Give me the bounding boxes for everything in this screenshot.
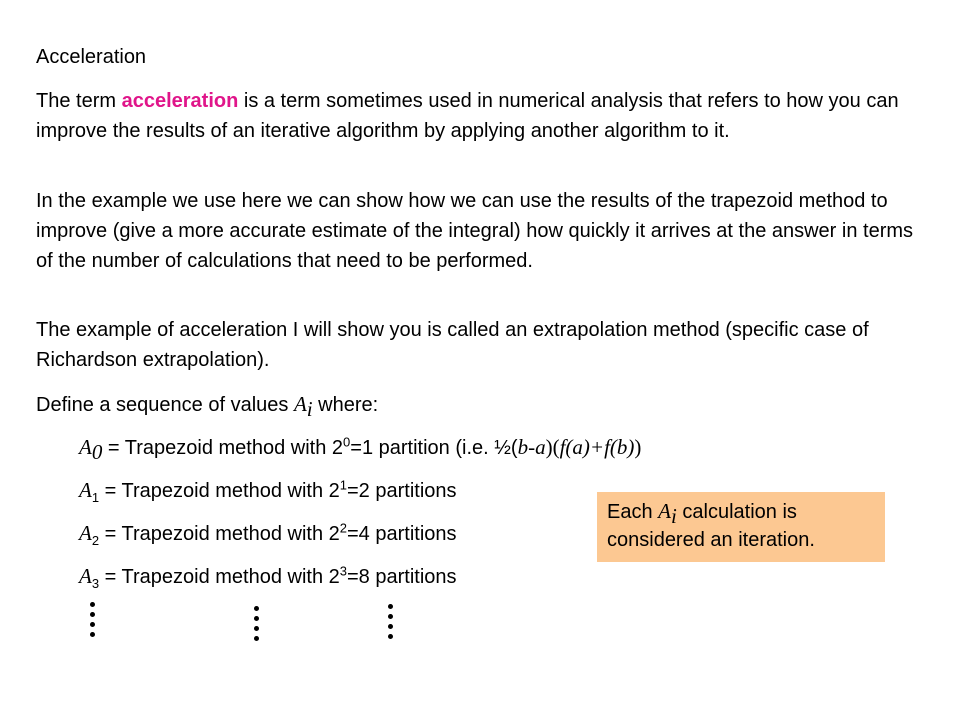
example-paragraph: In the example we use here we can show how we can use the results of the trapezoid method to improve (give a more accurate estimate of the integral) how quickly it arrives at the answer in terms of the number of calculations that need to be performed. [36,190,914,272]
definition-a3 [79,561,457,592]
def-rest: =2 partitions [347,480,457,502]
def-text: = Trapezoid method with 2 [102,437,344,459]
intro-paragraph [36,86,916,146]
dot [90,602,95,607]
definition-a0 [79,432,641,463]
dot [254,606,259,611]
def-rest: =8 partitions [347,566,457,588]
definition-a1 [79,475,457,506]
dot [388,614,393,619]
def-text: = Trapezoid method with 2 [99,566,340,588]
acceleration-highlight: acceleration [121,90,239,112]
sequence-text-end: where: [312,394,379,416]
def-subscript: 3 [91,576,100,591]
dot [388,624,393,629]
definition-a2 [79,518,457,549]
callout-text-start: Each [607,501,659,523]
callout-var-subscript: i [670,504,677,528]
callout-var: A [658,499,671,523]
slide-title: Acceleration [36,46,147,68]
dot [388,634,393,639]
def-subscript: 2 [91,533,100,548]
dot [388,604,393,609]
def-paren-mid: )( [545,435,560,459]
dot [254,616,259,621]
dot [254,636,259,641]
def-subscript: 1 [91,490,100,505]
def-f-sum: f(a)+f(b) [559,435,635,459]
intro-text-start: The term [36,90,122,112]
def-var: A [79,564,92,588]
def-rest: =1 partition (i.e. ½( [350,437,518,459]
dot [90,632,95,637]
def-exponent: 0 [343,434,351,450]
ellipsis-dots-right [388,604,394,640]
dot [90,612,95,617]
def-exponent: 3 [339,563,347,579]
def-text: = Trapezoid method with 2 [99,523,340,545]
callout-text-end: calculation is considered an iteration. [607,501,815,551]
def-rest: =4 partitions [347,523,457,545]
ellipsis-dots-middle [254,606,260,642]
dot [90,622,95,627]
def-text: = Trapezoid method with 2 [99,480,340,502]
iteration-callout [597,492,885,562]
intro-text-end: is a term sometimes used in numerical analysis that refers to how you can improve the results of an iterative algorithm by applying another algorithm to it. [36,90,899,142]
def-b-minus-a: b-a [517,435,546,459]
ellipsis-dots-left [90,602,96,638]
extrapolation-paragraph: The example of acceleration I will show you is called an extrapolation method (specific case of Richardson extrapolation). [36,319,869,371]
sequence-text-start: Define a sequence of values [36,394,294,416]
def-paren-end: ) [634,435,642,459]
sequence-var-subscript: i [306,397,313,421]
dot [254,626,259,631]
def-exponent: 1 [339,477,347,493]
def-subscript: 0 [91,440,103,464]
sequence-var: A [293,392,307,416]
def-exponent: 2 [339,520,347,536]
sequence-definition-paragraph [36,389,916,420]
def-var: A [79,521,92,545]
def-var: A [79,478,92,502]
def-var: A [79,435,92,459]
